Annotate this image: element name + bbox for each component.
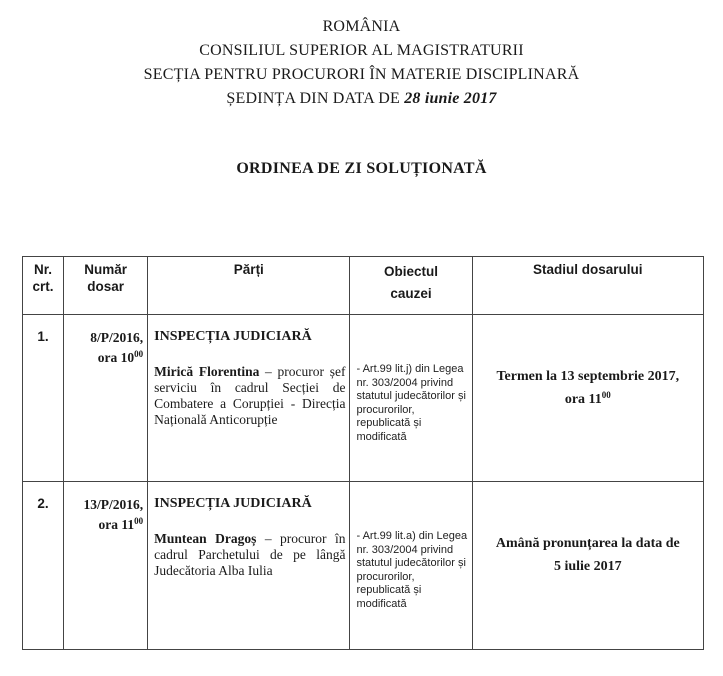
parti-institutie: INSPECȚIA JUDICIARĂ [154,329,312,344]
header-nr-line1: Nr. [34,262,53,277]
header-parti [148,257,350,315]
parti-institutie: INSPECȚIA JUDICIARĂ [154,496,312,511]
header-nr-line2: crt. [32,279,54,294]
header-stadiul [472,257,703,315]
header-parti-label: Părți [233,262,264,277]
stadiu-line2: ora 11 [564,392,602,407]
row-obiect: - Art.99 lit.j) din Legea nr. 303/2004 privind statutul judecătorilor și procurorilor, republicată și modificată [350,315,472,482]
row-nr: 1. [23,315,64,482]
stadiu-sup: 00 [601,390,611,400]
parti-functie: – procuror șef serviciu în cadrul Secției de Combatere a Corupției - Direcția Națională Anticorupție [154,364,346,427]
table-row [23,482,704,650]
table-header-row [23,257,704,315]
stadiu-line1: Amână pronunțarea la data de [495,536,680,551]
session-date: 28 iunie 2017 [404,90,497,107]
row-dosar [64,315,148,482]
header-numar-line2: dosar [87,279,124,294]
dosar-number: 8/P/2016, [90,330,144,345]
dosar-ora: ora 10 [97,350,135,365]
table-row [23,315,704,482]
row-obiect: - Art.99 lit.a) din Legea nr. 303/2004 privind statutul judecătorilor și procurorilor, republicată și modificată [350,482,472,650]
agenda-table [22,256,704,650]
page-title: ORDINEA DE ZI SOLUȚIONATĂ [236,160,487,177]
row-nr: 2. [23,482,64,650]
header-obiect [350,257,472,315]
stadiu-line1: Termen la 13 septembrie 2017, [496,369,680,384]
row-stadiu [472,315,703,482]
row-dosar [64,482,148,650]
dosar-ora-sup: 00 [134,516,144,526]
dosar-ora: ora 11 [98,517,135,532]
parti-functie: – procuror în cadrul Parchetului de pe lângă Judecătoria Alba Iulia [154,531,346,578]
header-country: ROMÂNIA [322,18,401,35]
header-obiect-line1: Obiectul [384,264,439,279]
header-numar-dosar [64,257,148,315]
header-nr [23,257,64,315]
stadiu-line2: 5 iulie 2017 [553,559,622,574]
parti-nume: Muntean Dragoș [154,531,257,546]
header-stadiul-label: Stadiul dosarului [533,262,643,277]
header-institution: CONSILIUL SUPERIOR AL MAGISTRATURII [199,42,524,59]
parti-descriere [154,531,345,579]
row-parti [148,482,350,650]
header-session [0,90,723,108]
header-numar-line1: Număr [84,262,127,277]
dosar-ora-sup: 00 [134,349,144,359]
header-obiect-line2: cauzei [390,286,432,301]
parti-descriere [154,364,345,428]
row-parti [148,315,350,482]
parti-nume: Mirică Florentina [154,364,260,379]
session-label: ȘEDINȚA DIN DATA DE [226,90,401,107]
dosar-number: 13/P/2016, [83,497,144,512]
row-stadiu [472,482,703,650]
header-section: SECȚIA PENTRU PROCURORI ÎN MATERIE DISCIPLINARĂ [143,66,580,83]
